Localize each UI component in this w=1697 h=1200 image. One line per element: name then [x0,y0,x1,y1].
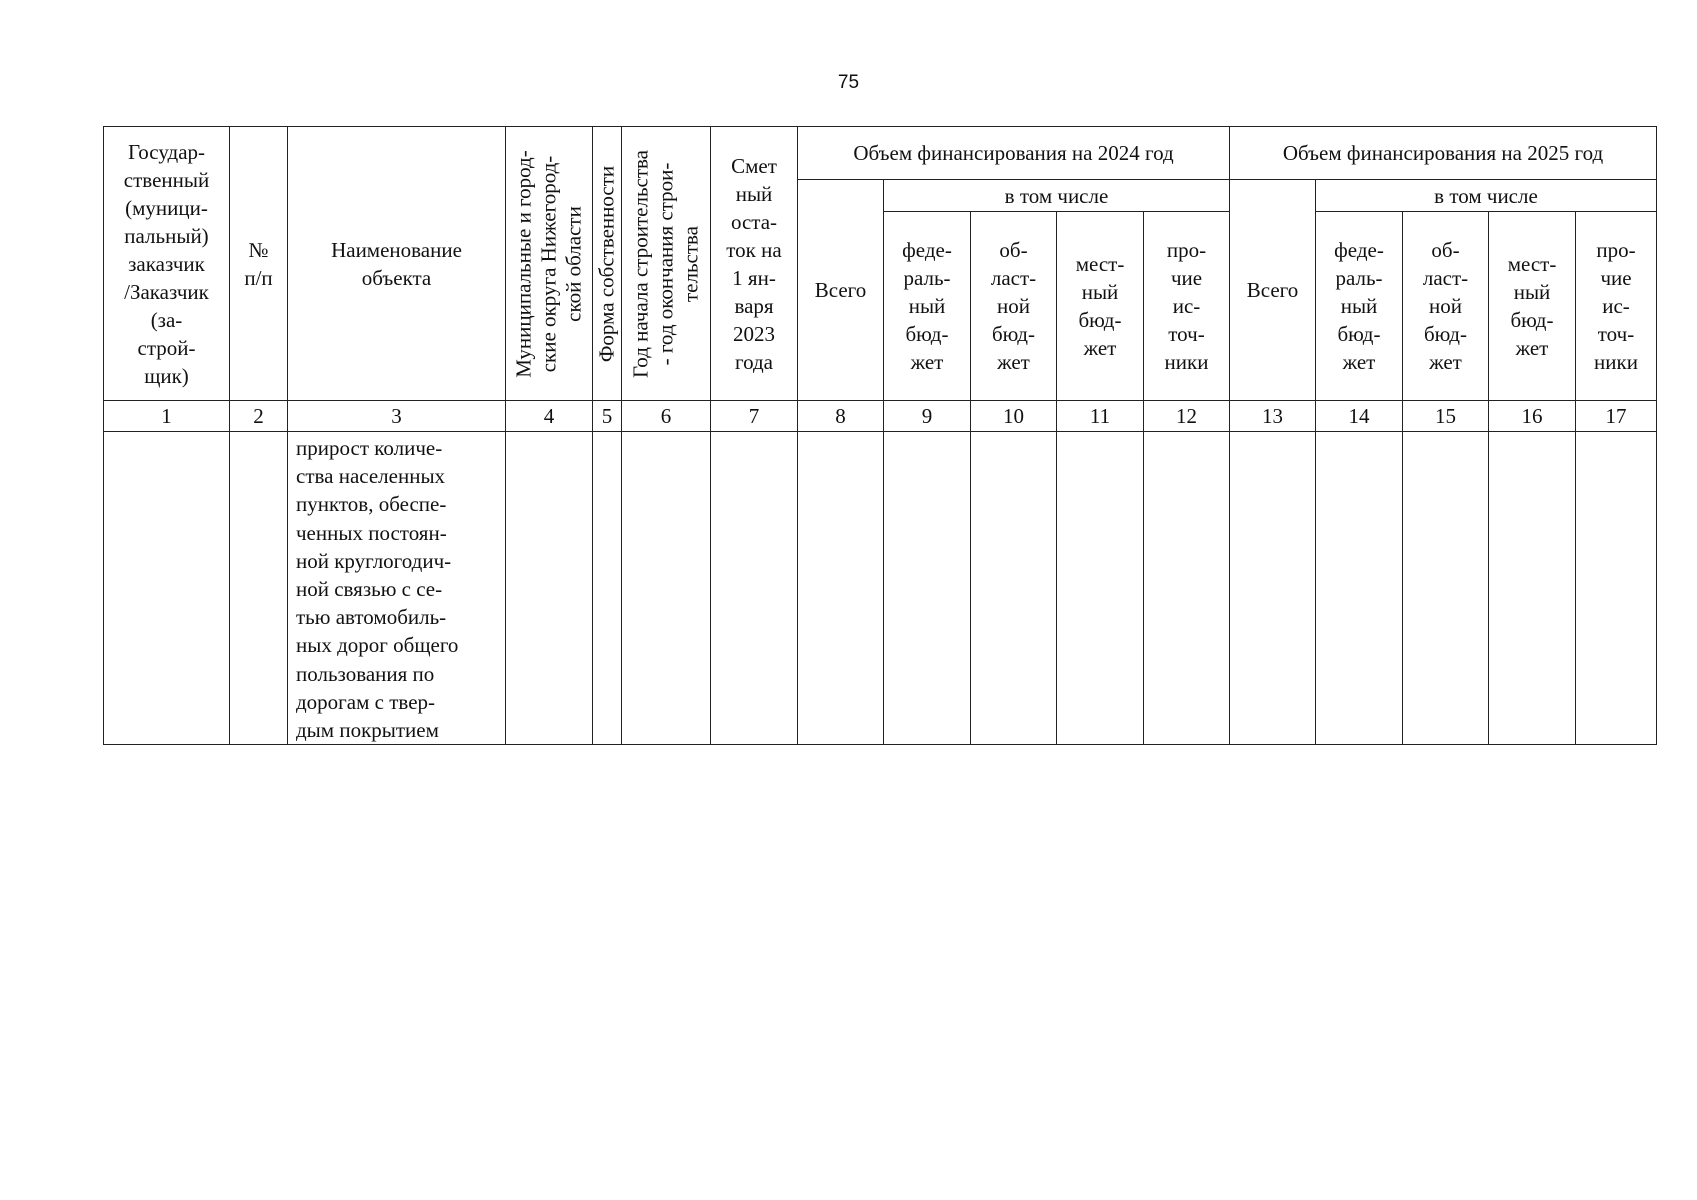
header-including-2024: в том числе [884,180,1230,212]
header-row-top [104,127,1657,180]
table-cell [1316,432,1403,745]
header-construction-years: Год начала строительства - год окончания строи- тельства [622,127,711,401]
column-number: 10 [971,401,1057,432]
header-total-2025: Всего [1230,180,1316,401]
column-number: 7 [711,401,798,432]
column-number: 14 [1316,401,1403,432]
table-cell [1576,432,1657,745]
column-number: 6 [622,401,711,432]
table-cell [593,432,622,745]
header-ownership-form: Форма собственности [593,127,622,401]
column-number: 1 [104,401,230,432]
column-number-row [104,401,1657,432]
table-cell [230,432,288,745]
table-cell [1489,432,1576,745]
column-number: 17 [1576,401,1657,432]
column-number: 9 [884,401,971,432]
table-cell [1144,432,1230,745]
header-other-2025: про- чие ис- точ- ники [1576,212,1657,401]
header-customer: Государ- ственный (муници- пальный) заказчик /Заказчик (за- строй- щик) [104,127,230,401]
column-number: 15 [1403,401,1489,432]
header-including-2025: в том числе [1316,180,1657,212]
object-name-cell: прирост количе- ства населенных пунктов, обеспе- ченных постоян- ной круглогодич- ной связью с се- тью автомобиль- ных дорог общего пользования по дорогам с твер- дым покрытием [288,432,506,745]
header-federal-2024: феде- раль- ный бюд- жет [884,212,971,401]
table-cell [622,432,711,745]
header-regional-2024: об- ласт- ной бюд- жет [971,212,1057,401]
column-number: 2 [230,401,288,432]
column-number: 11 [1057,401,1144,432]
column-number: 4 [506,401,593,432]
table-cell [1403,432,1489,745]
column-number: 5 [593,401,622,432]
header-total-2024: Всего [798,180,884,401]
table-cell [104,432,230,745]
column-number: 3 [288,401,506,432]
page-number: 75 [837,72,860,93]
column-number: 16 [1489,401,1576,432]
table-cell [798,432,884,745]
header-local-2025: мест- ный бюд- жет [1489,212,1576,401]
table-row [104,432,1657,745]
table-cell [711,432,798,745]
header-other-2024: про- чие ис- точ- ники [1144,212,1230,401]
table-cell [1057,432,1144,745]
header-regional-2025: об- ласт- ной бюд- жет [1403,212,1489,401]
header-object-name: Наименование объекта [288,127,506,401]
table-cell [884,432,971,745]
column-number: 13 [1230,401,1316,432]
financing-table [103,126,1657,745]
table-cell [1230,432,1316,745]
column-number: 12 [1144,401,1230,432]
header-estimated-balance: Смет ный оста- ток на 1 ян- варя 2023 года [711,127,798,401]
header-financing-2025: Объем финансирования на 2025 год [1230,127,1657,180]
header-financing-2024: Объем финансирования на 2024 год [798,127,1230,180]
table-cell [506,432,593,745]
column-number: 8 [798,401,884,432]
table-cell [971,432,1057,745]
header-municipalities: Муниципальные и город- ские округа Нижегород- ской области [506,127,593,401]
header-local-2024: мест- ный бюд- жет [1057,212,1144,401]
header-number: № п/п [230,127,288,401]
header-federal-2025: феде- раль- ный бюд- жет [1316,212,1403,401]
